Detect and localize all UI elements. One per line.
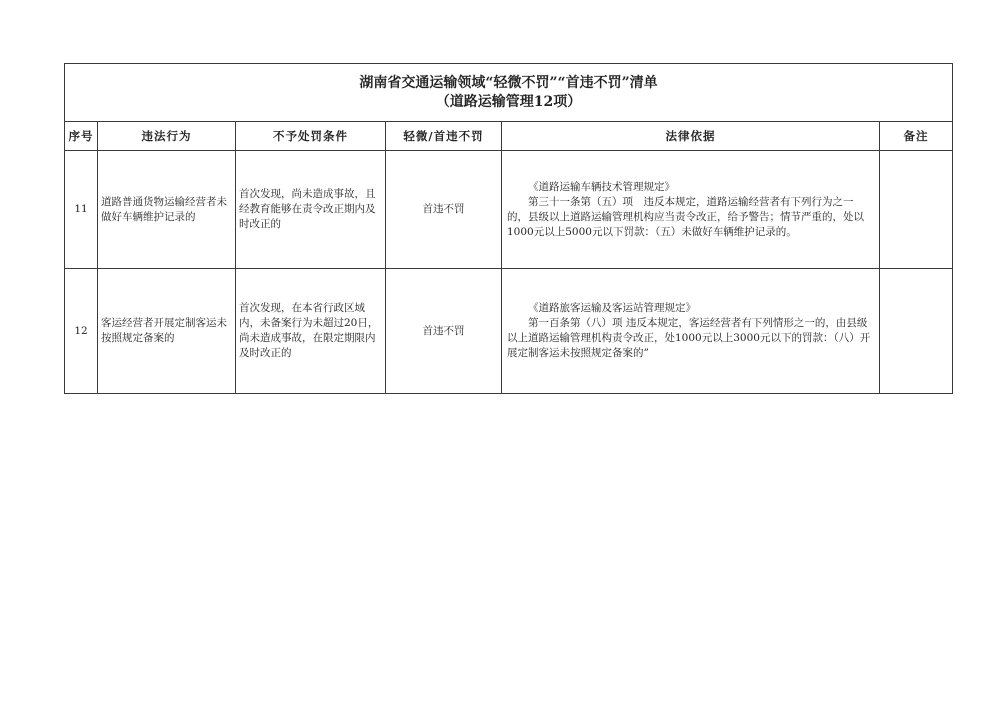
header-condition: 不予处罚条件 [236,122,386,151]
basis-text: 第三十一条第（五）项 违反本规定，道路运输经营者有下列行为之一的，县级以上道路运输管理机构应当责令改正，给予警告；情节严重的，处以1000元以上5000元以下罚款：（五）未做好车辆维护记录的。 [507,195,864,238]
header-no: 序号 [65,122,98,151]
header-basis: 法律依据 [502,122,880,151]
header-note: 备注 [880,122,953,151]
row-type: 首违不罚 [386,269,502,394]
basis-text: 第一百条第（八）项 违反本规定，客运经营者有下列情形之一的，由县级以上道路运输管理机构责令改正，处1000元以上3000元以下的罚款：（八）开展定制客运未按照规定备案的” [507,317,871,359]
row-basis [502,269,880,394]
row-behavior: 客运经营者开展定制客运未按照规定备案的 [98,269,236,394]
row-basis [502,151,880,269]
header-type: 轻微/首违不罚 [386,122,502,151]
basis-title: 《道路旅客运输及客运站管理规定》 [528,302,696,314]
header-row [65,122,953,151]
row-note [880,269,953,394]
row-condition: 首次发现，尚未造成事故，且经教育能够在责令改正期内及时改正的 [236,151,386,269]
table-title [65,64,953,122]
header-behavior: 违法行为 [98,122,236,151]
basis-title: 《道路运输车辆技术管理规定》 [528,180,675,193]
row-no: 12 [65,269,98,394]
penalty-list-table [64,63,953,394]
row-no: 11 [65,151,98,269]
row-behavior: 道路普通货物运输经营者未做好车辆维护记录的 [98,151,236,269]
row-condition: 首次发现，在本省行政区域内，未备案行为未超过20日，尚未造成事故，在限定期限内及时改正的 [236,269,386,394]
row-note [880,151,953,269]
table-row [65,269,953,394]
title-main: 湖南省交通运输领域“轻微不罚”“首违不罚”清单 [359,74,658,91]
regulation-sheet [64,63,952,394]
table-row [65,151,953,269]
row-type: 首违不罚 [386,151,502,269]
title-sub: （道路运输管理12项） [435,93,582,110]
